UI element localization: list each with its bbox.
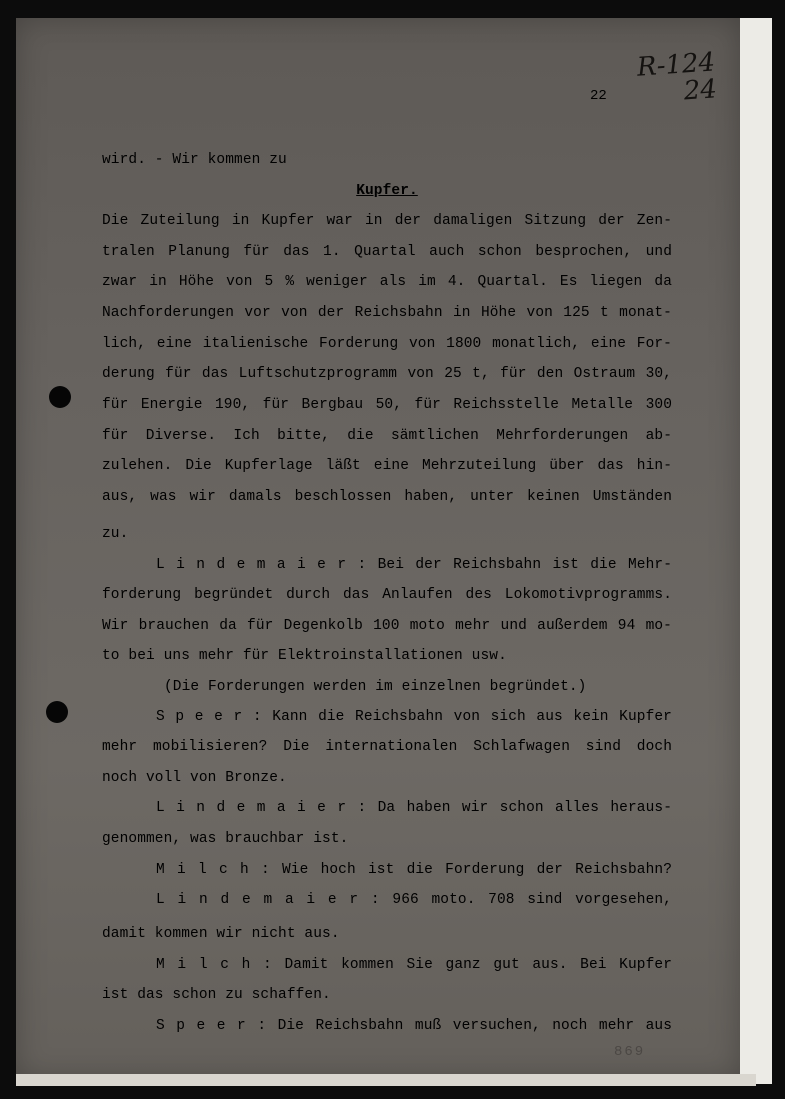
text-line: derung für das Luftschutzprogramm von 25 t, für den Ostraum 30, <box>102 366 672 382</box>
speaker-line: S p e e r : Die Reichsbahn muß versuchen, noch mehr aus <box>156 1018 672 1034</box>
text-line: für Diverse. Ich bitte, die sämtlichen Mehrforderungen ab- <box>102 428 672 444</box>
speaker-line: L i n d e m a i e r : 966 moto. 708 sind vorgesehen, <box>156 892 672 908</box>
text-line: damit kommen wir nicht aus. <box>102 926 340 942</box>
speaker-line: M i l c h : Wie hoch ist die Forderung der Reichsbahn? <box>156 862 672 878</box>
document-page <box>16 18 740 1080</box>
page-number: 22 <box>590 88 607 104</box>
text-line: Die Zuteilung in Kupfer war in der damaligen Sitzung der Zen- <box>102 213 672 229</box>
text-line: to bei uns mehr für Elektroinstallationen usw. <box>102 648 507 664</box>
text-line: zwar in Höhe von 5 % weniger als im 4. Quartal. Es liegen da <box>102 274 672 290</box>
text-line: Nachforderungen vor von der Reichsbahn in Höhe von 125 t monat- <box>102 305 672 321</box>
footer-stamp: 869 <box>614 1044 646 1060</box>
text-line: genommen, was brauchbar ist. <box>102 831 349 847</box>
speaker-line: S p e e r : Kann die Reichsbahn von sich aus kein Kupfer <box>156 709 672 725</box>
text-line: ist das schon zu schaffen. <box>102 987 331 1003</box>
paper-bottom-edge <box>16 1074 756 1086</box>
speaker-line: L i n d e m a i e r : Da haben wir schon alles heraus- <box>156 800 672 816</box>
text-line: forderung begründet durch das Anlaufen des Lokomotivprogramms. <box>102 587 672 603</box>
stage-direction: (Die Forderungen werden im einzelnen begründet.) <box>164 679 587 695</box>
punch-hole-bottom <box>46 701 68 723</box>
speaker-line: L i n d e m a i e r : Bei der Reichsbahn ist die Mehr- <box>156 557 672 573</box>
section-title: Kupfer. <box>356 183 418 199</box>
punch-hole-top <box>49 386 71 408</box>
text-line: noch voll von Bronze. <box>102 770 287 786</box>
text-line: zulehen. Die Kupferlage läßt eine Mehrzuteilung über das hin- <box>102 458 672 474</box>
text-line: aus, was wir damals beschlossen haben, unter keinen Umständen <box>102 489 672 505</box>
archive-code-line1: R-124 <box>636 47 716 83</box>
text-line: für Energie 190, für Bergbau 50, für Reichsstelle Metalle 300 <box>102 397 672 413</box>
text-line: mehr mobilisieren? Die internationalen Schlafwagen sind doch <box>102 739 672 755</box>
speaker-line: M i l c h : Damit kommen Sie ganz gut aus. Bei Kupfer <box>156 957 672 973</box>
text-line: lich, eine italienische Forderung von 1800 monatlich, eine For- <box>102 336 672 352</box>
text-line: Wir brauchen da für Degenkolb 100 moto mehr und außerdem 94 mo- <box>102 618 672 634</box>
text-line: wird. - Wir kommen zu <box>102 152 287 168</box>
text-line: zu. <box>102 526 129 542</box>
archive-code-handwritten <box>636 49 718 108</box>
archive-code-line2: 24 <box>682 74 718 107</box>
text-line: tralen Planung für das 1. Quartal auch schon besprochen, und <box>102 244 672 260</box>
